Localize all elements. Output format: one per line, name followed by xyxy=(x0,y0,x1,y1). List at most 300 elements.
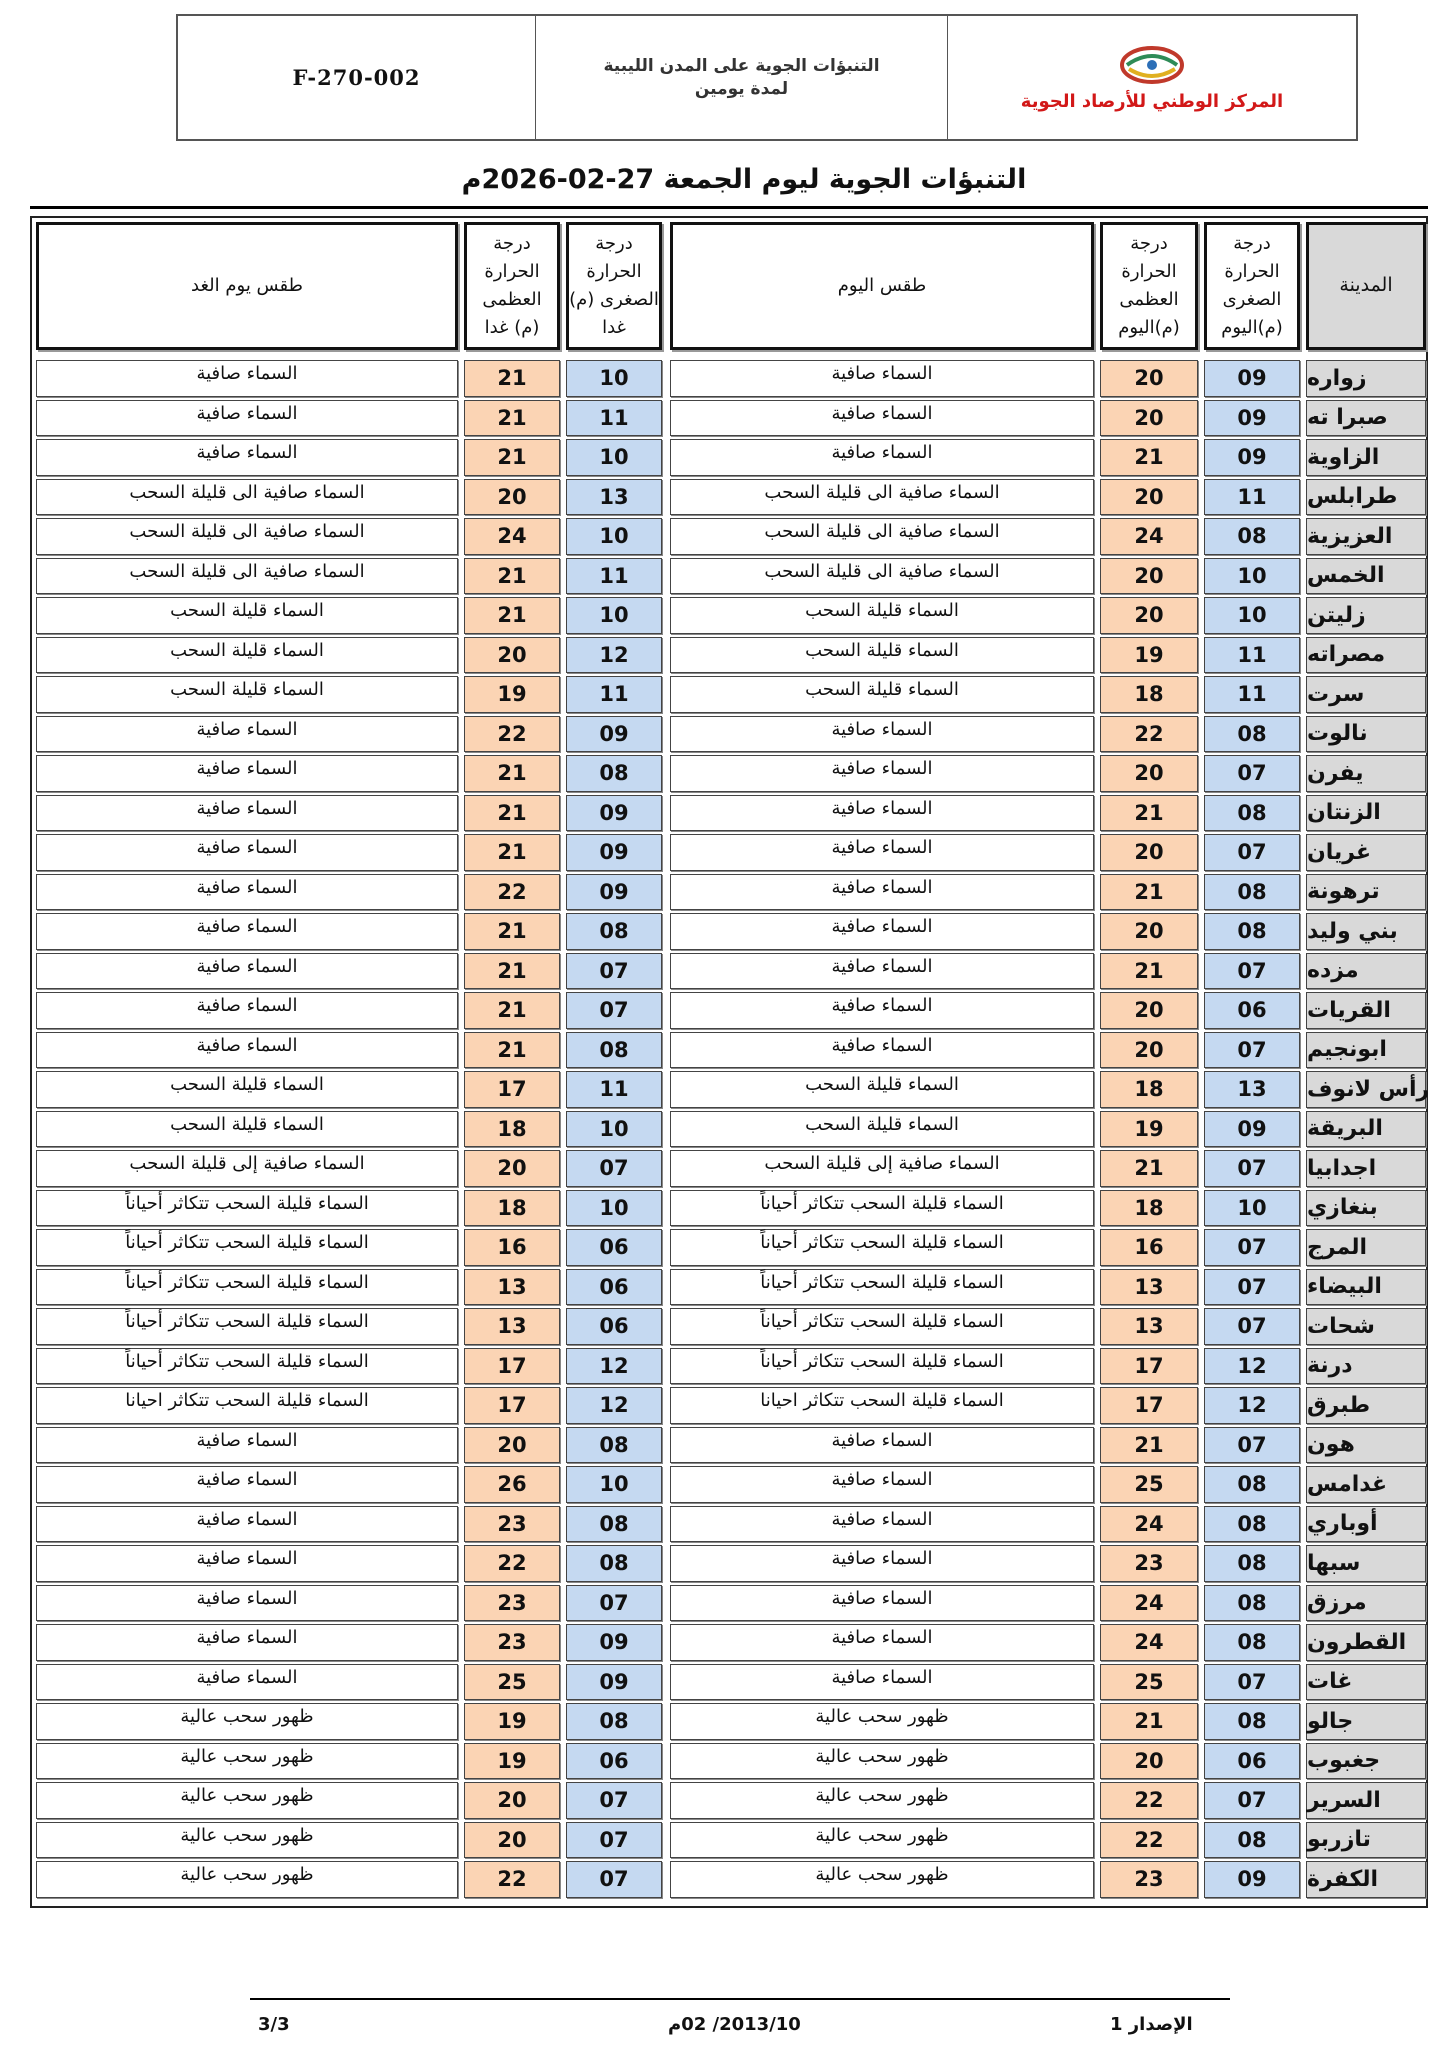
weather-today-cell: السماء صافية الى قليلة السحب xyxy=(670,518,1094,555)
weather-tomorrow-cell: السماء صافية xyxy=(36,1032,458,1069)
city-cell: سبها xyxy=(1306,1545,1426,1582)
weather-tomorrow-cell: السماء صافية xyxy=(36,439,458,476)
city-cell: هون xyxy=(1306,1427,1426,1464)
weather-today-cell: ظهور سحب عالية xyxy=(670,1861,1094,1898)
city-cell: القطرون xyxy=(1306,1624,1426,1661)
city-cell: صبرا ته xyxy=(1306,400,1426,437)
city-cell: مزده xyxy=(1306,953,1426,990)
min-tomorrow-cell: 08 xyxy=(566,1427,662,1464)
city-cell: جغبوب xyxy=(1306,1743,1426,1780)
column-header-max-today: درجة الحرارة العظمى (م)اليوم xyxy=(1100,222,1198,350)
max-tomorrow-cell: 20 xyxy=(464,479,560,516)
min-today-cell: 06 xyxy=(1204,992,1300,1029)
table-row xyxy=(32,400,1426,437)
table-row xyxy=(32,992,1426,1029)
weather-today-cell: السماء صافية xyxy=(670,1466,1094,1503)
min-tomorrow-cell: 08 xyxy=(566,1703,662,1740)
table-row xyxy=(32,1782,1426,1819)
min-today-cell: 07 xyxy=(1204,755,1300,792)
organization-block xyxy=(948,16,1356,139)
min-today-cell: 10 xyxy=(1204,597,1300,634)
city-cell: تازربو xyxy=(1306,1822,1426,1859)
max-today-cell: 24 xyxy=(1100,518,1198,555)
max-today-cell: 13 xyxy=(1100,1269,1198,1306)
title-divider xyxy=(30,206,1428,209)
table-row xyxy=(32,1111,1426,1148)
table-row xyxy=(32,1861,1426,1898)
weather-tomorrow-cell: السماء قليلة السحب xyxy=(36,676,458,713)
max-today-cell: 23 xyxy=(1100,1861,1198,1898)
min-today-cell: 07 xyxy=(1204,1427,1300,1464)
weather-tomorrow-cell: السماء صافية xyxy=(36,1466,458,1503)
min-tomorrow-cell: 07 xyxy=(566,1585,662,1622)
max-tomorrow-cell: 20 xyxy=(464,637,560,674)
weather-today-cell: السماء قليلة السحب تتكاثر أحياناً xyxy=(670,1229,1094,1266)
weather-tomorrow-cell: السماء صافية الى قليلة السحب xyxy=(36,558,458,595)
min-today-cell: 07 xyxy=(1204,1664,1300,1701)
weather-tomorrow-cell: السماء صافية xyxy=(36,755,458,792)
min-tomorrow-cell: 13 xyxy=(566,479,662,516)
min-tomorrow-cell: 10 xyxy=(566,439,662,476)
table-row xyxy=(32,637,1426,674)
min-tomorrow-cell: 09 xyxy=(566,1624,662,1661)
max-tomorrow-cell: 21 xyxy=(464,992,560,1029)
table-row xyxy=(32,1387,1426,1424)
max-tomorrow-cell: 18 xyxy=(464,1111,560,1148)
city-cell: رأس لانوف xyxy=(1306,1071,1426,1108)
min-tomorrow-cell: 08 xyxy=(566,913,662,950)
column-header-weather-tomorrow: طقس يوم الغد xyxy=(36,222,458,350)
weather-tomorrow-cell: السماء صافية xyxy=(36,913,458,950)
min-tomorrow-cell: 11 xyxy=(566,558,662,595)
city-cell: غدامس xyxy=(1306,1466,1426,1503)
min-today-cell: 08 xyxy=(1204,1585,1300,1622)
city-cell: نالوت xyxy=(1306,716,1426,753)
city-cell: الكفرة xyxy=(1306,1861,1426,1898)
weather-today-cell: السماء صافية xyxy=(670,1545,1094,1582)
table-row xyxy=(32,1032,1426,1069)
city-cell: الخمس xyxy=(1306,558,1426,595)
weather-tomorrow-cell: ظهور سحب عالية xyxy=(36,1703,458,1740)
max-today-cell: 18 xyxy=(1100,1190,1198,1227)
weather-tomorrow-cell: السماء قليلة السحب xyxy=(36,1071,458,1108)
weather-today-cell: السماء صافية الى قليلة السحب xyxy=(670,558,1094,595)
city-cell: السرير xyxy=(1306,1782,1426,1819)
min-tomorrow-cell: 07 xyxy=(566,992,662,1029)
city-cell: القريات xyxy=(1306,992,1426,1029)
max-tomorrow-cell: 21 xyxy=(464,597,560,634)
weather-today-cell: السماء صافية xyxy=(670,1427,1094,1464)
max-today-cell: 25 xyxy=(1100,1466,1198,1503)
table-row xyxy=(32,360,1426,397)
weather-today-cell: السماء صافية xyxy=(670,1664,1094,1701)
max-tomorrow-cell: 23 xyxy=(464,1506,560,1543)
min-today-cell: 09 xyxy=(1204,400,1300,437)
header-title-line1: التنبؤات الجوية على المدن الليبية xyxy=(603,55,880,76)
max-tomorrow-cell: 22 xyxy=(464,1861,560,1898)
max-today-cell: 20 xyxy=(1100,913,1198,950)
min-tomorrow-cell: 09 xyxy=(566,795,662,832)
table-row xyxy=(32,1585,1426,1622)
min-tomorrow-cell: 10 xyxy=(566,1111,662,1148)
weather-today-cell: السماء صافية xyxy=(670,1032,1094,1069)
weather-tomorrow-cell: السماء صافية xyxy=(36,1427,458,1464)
weather-today-cell: ظهور سحب عالية xyxy=(670,1782,1094,1819)
max-today-cell: 17 xyxy=(1100,1348,1198,1385)
min-tomorrow-cell: 11 xyxy=(566,1071,662,1108)
weather-today-cell: السماء قليلة السحب تتكاثر أحياناً xyxy=(670,1190,1094,1227)
weather-today-cell: السماء صافية xyxy=(670,716,1094,753)
weather-today-cell: السماء صافية إلى قليلة السحب xyxy=(670,1150,1094,1187)
table-row xyxy=(32,795,1426,832)
weather-tomorrow-cell: السماء قليلة السحب xyxy=(36,597,458,634)
min-tomorrow-cell: 07 xyxy=(566,953,662,990)
weather-today-cell: السماء قليلة السحب xyxy=(670,1071,1094,1108)
column-header-weather-today: طقس اليوم xyxy=(670,222,1094,350)
weather-tomorrow-cell: ظهور سحب عالية xyxy=(36,1743,458,1780)
max-today-cell: 21 xyxy=(1100,1150,1198,1187)
min-tomorrow-cell: 12 xyxy=(566,637,662,674)
max-today-cell: 24 xyxy=(1100,1624,1198,1661)
min-today-cell: 08 xyxy=(1204,1545,1300,1582)
max-tomorrow-cell: 24 xyxy=(464,518,560,555)
min-tomorrow-cell: 08 xyxy=(566,1506,662,1543)
city-cell: غات xyxy=(1306,1664,1426,1701)
max-today-cell: 18 xyxy=(1100,1071,1198,1108)
min-tomorrow-cell: 07 xyxy=(566,1782,662,1819)
min-tomorrow-cell: 12 xyxy=(566,1348,662,1385)
column-header-city: المدينة xyxy=(1306,222,1426,350)
footer-divider xyxy=(250,1998,1230,2000)
weather-tomorrow-cell: السماء صافية xyxy=(36,400,458,437)
table-row xyxy=(32,1822,1426,1859)
min-today-cell: 08 xyxy=(1204,1703,1300,1740)
max-tomorrow-cell: 16 xyxy=(464,1229,560,1266)
table-row xyxy=(32,676,1426,713)
max-tomorrow-cell: 17 xyxy=(464,1071,560,1108)
min-tomorrow-cell: 11 xyxy=(566,400,662,437)
table-row xyxy=(32,953,1426,990)
min-today-cell: 08 xyxy=(1204,716,1300,753)
max-today-cell: 21 xyxy=(1100,1427,1198,1464)
document-header xyxy=(176,14,1358,141)
weather-tomorrow-cell: السماء صافية الى قليلة السحب xyxy=(36,479,458,516)
table-row xyxy=(32,1427,1426,1464)
min-today-cell: 12 xyxy=(1204,1348,1300,1385)
city-cell: درنة xyxy=(1306,1348,1426,1385)
min-today-cell: 08 xyxy=(1204,874,1300,911)
max-today-cell: 16 xyxy=(1100,1229,1198,1266)
table-row xyxy=(32,1703,1426,1740)
max-tomorrow-cell: 17 xyxy=(464,1348,560,1385)
max-today-cell: 20 xyxy=(1100,558,1198,595)
weather-tomorrow-cell: ظهور سحب عالية xyxy=(36,1861,458,1898)
min-tomorrow-cell: 12 xyxy=(566,1387,662,1424)
min-tomorrow-cell: 06 xyxy=(566,1269,662,1306)
form-code: F-270-002 xyxy=(178,16,536,139)
max-tomorrow-cell: 21 xyxy=(464,360,560,397)
city-cell: سرت xyxy=(1306,676,1426,713)
weather-tomorrow-cell: السماء صافية xyxy=(36,1506,458,1543)
max-today-cell: 18 xyxy=(1100,676,1198,713)
weather-today-cell: السماء صافية xyxy=(670,953,1094,990)
max-today-cell: 21 xyxy=(1100,1703,1198,1740)
max-today-cell: 24 xyxy=(1100,1506,1198,1543)
header-title-line2: لمدة يومين xyxy=(694,78,789,99)
min-tomorrow-cell: 06 xyxy=(566,1743,662,1780)
city-cell: يفرن xyxy=(1306,755,1426,792)
max-today-cell: 20 xyxy=(1100,597,1198,634)
city-cell: مصراته xyxy=(1306,637,1426,674)
city-cell: طرابلس xyxy=(1306,479,1426,516)
min-today-cell: 09 xyxy=(1204,360,1300,397)
weather-today-cell: السماء قليلة السحب xyxy=(670,637,1094,674)
weather-tomorrow-cell: السماء صافية xyxy=(36,953,458,990)
table-row xyxy=(32,479,1426,516)
table-row xyxy=(32,834,1426,871)
city-cell: ترهونة xyxy=(1306,874,1426,911)
min-tomorrow-cell: 06 xyxy=(566,1308,662,1345)
weather-today-cell: ظهور سحب عالية xyxy=(670,1822,1094,1859)
city-cell: العزيزية xyxy=(1306,518,1426,555)
table-row xyxy=(32,716,1426,753)
min-tomorrow-cell: 08 xyxy=(566,1545,662,1582)
min-tomorrow-cell: 07 xyxy=(566,1861,662,1898)
weather-tomorrow-cell: السماء صافية xyxy=(36,1545,458,1582)
weather-tomorrow-cell: السماء قليلة السحب تتكاثر احيانا xyxy=(36,1387,458,1424)
max-tomorrow-cell: 22 xyxy=(464,874,560,911)
min-today-cell: 07 xyxy=(1204,1229,1300,1266)
weather-today-cell: السماء صافية xyxy=(670,913,1094,950)
footer-page: 3/3 xyxy=(258,2014,290,2035)
weather-tomorrow-cell: السماء صافية xyxy=(36,834,458,871)
weather-tomorrow-cell: السماء قليلة السحب تتكاثر أحياناً xyxy=(36,1229,458,1266)
weather-tomorrow-cell: السماء صافية إلى قليلة السحب xyxy=(36,1150,458,1187)
table-row xyxy=(32,518,1426,555)
table-row xyxy=(32,874,1426,911)
max-tomorrow-cell: 21 xyxy=(464,558,560,595)
weather-tomorrow-cell: السماء صافية xyxy=(36,874,458,911)
column-header-max-tomorrow: درجة الحرارة العظمى (م) غدا xyxy=(464,222,560,350)
min-today-cell: 09 xyxy=(1204,1111,1300,1148)
max-tomorrow-cell: 21 xyxy=(464,834,560,871)
weather-today-cell: السماء صافية xyxy=(670,1585,1094,1622)
weather-tomorrow-cell: السماء صافية xyxy=(36,1624,458,1661)
city-cell: البيضاء xyxy=(1306,1269,1426,1306)
max-tomorrow-cell: 21 xyxy=(464,755,560,792)
min-today-cell: 08 xyxy=(1204,1624,1300,1661)
max-tomorrow-cell: 21 xyxy=(464,1032,560,1069)
min-tomorrow-cell: 08 xyxy=(566,1032,662,1069)
min-today-cell: 07 xyxy=(1204,953,1300,990)
weather-today-cell: السماء صافية xyxy=(670,1624,1094,1661)
min-today-cell: 08 xyxy=(1204,795,1300,832)
min-today-cell: 10 xyxy=(1204,558,1300,595)
min-today-cell: 08 xyxy=(1204,913,1300,950)
weather-tomorrow-cell: السماء قليلة السحب تتكاثر أحياناً xyxy=(36,1308,458,1345)
city-cell: الزاوية xyxy=(1306,439,1426,476)
city-cell: طبرق xyxy=(1306,1387,1426,1424)
min-today-cell: 07 xyxy=(1204,1269,1300,1306)
min-today-cell: 08 xyxy=(1204,1466,1300,1503)
max-today-cell: 21 xyxy=(1100,874,1198,911)
weather-tomorrow-cell: السماء صافية xyxy=(36,992,458,1029)
table-header xyxy=(32,218,1426,354)
max-tomorrow-cell: 25 xyxy=(464,1664,560,1701)
table-row xyxy=(32,1743,1426,1780)
weather-today-cell: ظهور سحب عالية xyxy=(670,1743,1094,1780)
weather-today-cell: السماء قليلة السحب xyxy=(670,1111,1094,1148)
max-today-cell: 22 xyxy=(1100,1782,1198,1819)
table-row xyxy=(32,558,1426,595)
min-today-cell: 07 xyxy=(1204,1150,1300,1187)
weather-tomorrow-cell: السماء قليلة السحب xyxy=(36,637,458,674)
weather-today-cell: السماء صافية xyxy=(670,992,1094,1029)
table-row xyxy=(32,1545,1426,1582)
max-today-cell: 21 xyxy=(1100,439,1198,476)
min-today-cell: 12 xyxy=(1204,1387,1300,1424)
weather-tomorrow-cell: ظهور سحب عالية xyxy=(36,1822,458,1859)
city-cell: البريقة xyxy=(1306,1111,1426,1148)
min-today-cell: 11 xyxy=(1204,676,1300,713)
weather-today-cell: السماء صافية xyxy=(670,439,1094,476)
city-cell: مرزق xyxy=(1306,1585,1426,1622)
max-tomorrow-cell: 13 xyxy=(464,1269,560,1306)
min-tomorrow-cell: 09 xyxy=(566,716,662,753)
table-row xyxy=(32,1190,1426,1227)
max-today-cell: 19 xyxy=(1100,637,1198,674)
forecast-table xyxy=(30,216,1428,1908)
min-today-cell: 07 xyxy=(1204,1782,1300,1819)
weather-today-cell: السماء قليلة السحب تتكاثر احيانا xyxy=(670,1387,1094,1424)
footer-date: 2013/10/ 02م xyxy=(668,2014,801,2035)
city-cell: بني وليد xyxy=(1306,913,1426,950)
min-today-cell: 13 xyxy=(1204,1071,1300,1108)
weather-tomorrow-cell: السماء صافية xyxy=(36,1664,458,1701)
min-today-cell: 09 xyxy=(1204,439,1300,476)
min-today-cell: 08 xyxy=(1204,518,1300,555)
footer-edition: الإصدار 1 xyxy=(1110,2014,1193,2035)
weather-tomorrow-cell: السماء صافية xyxy=(36,795,458,832)
city-cell: المرج xyxy=(1306,1229,1426,1266)
min-tomorrow-cell: 10 xyxy=(566,360,662,397)
weather-today-cell: السماء قليلة السحب تتكاثر أحياناً xyxy=(670,1308,1094,1345)
city-cell: زليتن xyxy=(1306,597,1426,634)
city-cell: زواره xyxy=(1306,360,1426,397)
weather-tomorrow-cell: السماء صافية xyxy=(36,1585,458,1622)
weather-today-cell: السماء صافية xyxy=(670,874,1094,911)
max-tomorrow-cell: 22 xyxy=(464,1545,560,1582)
weather-today-cell: السماء صافية xyxy=(670,795,1094,832)
min-today-cell: 07 xyxy=(1204,834,1300,871)
min-tomorrow-cell: 10 xyxy=(566,518,662,555)
table-row xyxy=(32,1150,1426,1187)
weather-today-cell: السماء صافية xyxy=(670,400,1094,437)
table-row xyxy=(32,1071,1430,1108)
min-tomorrow-cell: 07 xyxy=(566,1150,662,1187)
weather-tomorrow-cell: السماء صافية الى قليلة السحب xyxy=(36,518,458,555)
table-row xyxy=(32,597,1426,634)
max-today-cell: 25 xyxy=(1100,1664,1198,1701)
weather-today-cell: السماء صافية xyxy=(670,834,1094,871)
max-today-cell: 23 xyxy=(1100,1545,1198,1582)
max-tomorrow-cell: 20 xyxy=(464,1427,560,1464)
min-tomorrow-cell: 09 xyxy=(566,834,662,871)
column-header-min-tomorrow: درجة الحرارة الصغرى (م) غدا xyxy=(566,222,662,350)
max-today-cell: 20 xyxy=(1100,479,1198,516)
weather-tomorrow-cell: ظهور سحب عالية xyxy=(36,1782,458,1819)
max-today-cell: 22 xyxy=(1100,1822,1198,1859)
weather-tomorrow-cell: السماء قليلة السحب تتكاثر أحياناً xyxy=(36,1190,458,1227)
min-tomorrow-cell: 10 xyxy=(566,597,662,634)
table-row xyxy=(32,1624,1426,1661)
min-today-cell: 10 xyxy=(1204,1190,1300,1227)
min-today-cell: 09 xyxy=(1204,1861,1300,1898)
max-tomorrow-cell: 19 xyxy=(464,676,560,713)
max-tomorrow-cell: 21 xyxy=(464,400,560,437)
ncm-logo-icon xyxy=(1115,43,1189,87)
max-tomorrow-cell: 21 xyxy=(464,795,560,832)
city-cell: غريان xyxy=(1306,834,1426,871)
weather-tomorrow-cell: السماء قليلة السحب xyxy=(36,1111,458,1148)
city-cell: شحات xyxy=(1306,1308,1426,1345)
max-today-cell: 20 xyxy=(1100,755,1198,792)
weather-today-cell: السماء صافية الى قليلة السحب xyxy=(670,479,1094,516)
min-tomorrow-cell: 10 xyxy=(566,1466,662,1503)
column-header-min-today: درجة الحرارة الصغرى (م)اليوم xyxy=(1204,222,1300,350)
max-today-cell: 21 xyxy=(1100,953,1198,990)
max-tomorrow-cell: 23 xyxy=(464,1585,560,1622)
city-cell: اجدابيا xyxy=(1306,1150,1426,1187)
page-title: التنبؤات الجوية ليوم الجمعة 27-02-2026م xyxy=(461,164,1027,195)
max-tomorrow-cell: 26 xyxy=(464,1466,560,1503)
max-tomorrow-cell: 13 xyxy=(464,1308,560,1345)
max-today-cell: 20 xyxy=(1100,992,1198,1029)
min-tomorrow-cell: 08 xyxy=(566,755,662,792)
weather-today-cell: السماء قليلة السحب تتكاثر أحياناً xyxy=(670,1269,1094,1306)
min-today-cell: 07 xyxy=(1204,1308,1300,1345)
city-cell: ابونجيم xyxy=(1306,1032,1426,1069)
weather-today-cell: السماء صافية xyxy=(670,755,1094,792)
min-today-cell: 11 xyxy=(1204,479,1300,516)
max-tomorrow-cell: 22 xyxy=(464,716,560,753)
max-today-cell: 20 xyxy=(1100,400,1198,437)
max-today-cell: 22 xyxy=(1100,716,1198,753)
min-today-cell: 08 xyxy=(1204,1822,1300,1859)
table-row xyxy=(32,1308,1426,1345)
weather-tomorrow-cell: السماء صافية xyxy=(36,716,458,753)
weather-today-cell: ظهور سحب عالية xyxy=(670,1703,1094,1740)
min-today-cell: 11 xyxy=(1204,637,1300,674)
city-cell: جالو xyxy=(1306,1703,1426,1740)
max-tomorrow-cell: 19 xyxy=(464,1743,560,1780)
max-tomorrow-cell: 18 xyxy=(464,1190,560,1227)
min-today-cell: 06 xyxy=(1204,1743,1300,1780)
weather-tomorrow-cell: السماء قليلة السحب تتكاثر أحياناً xyxy=(36,1269,458,1306)
table-row xyxy=(32,439,1426,476)
max-tomorrow-cell: 20 xyxy=(464,1782,560,1819)
max-tomorrow-cell: 20 xyxy=(464,1150,560,1187)
table-row xyxy=(32,1664,1426,1701)
max-tomorrow-cell: 19 xyxy=(464,1703,560,1740)
min-tomorrow-cell: 07 xyxy=(566,1822,662,1859)
table-row xyxy=(32,1269,1426,1306)
max-tomorrow-cell: 20 xyxy=(464,1822,560,1859)
table-row xyxy=(32,1506,1426,1543)
table-row xyxy=(32,755,1426,792)
weather-tomorrow-cell: السماء قليلة السحب تتكاثر أحياناً xyxy=(36,1348,458,1385)
weather-today-cell: السماء قليلة السحب xyxy=(670,597,1094,634)
